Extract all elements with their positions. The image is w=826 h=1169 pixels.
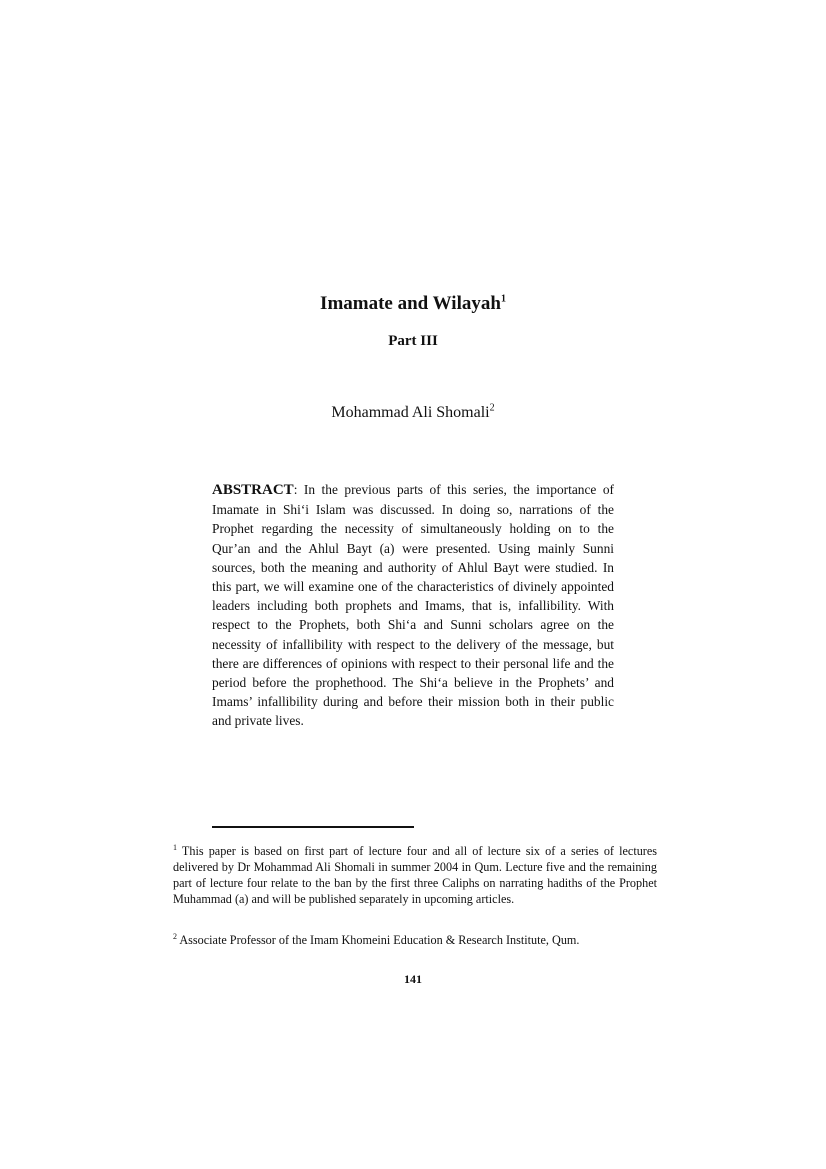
footnote-1-marker: 1 (173, 842, 177, 852)
title-footnote-marker[interactable]: 1 (500, 293, 506, 305)
author-footnote-marker[interactable]: 2 (489, 402, 495, 414)
author-line (0, 402, 826, 424)
footnote-2-text: Associate Professor of the Imam Khomeini Education & Research Institute, Qum. (179, 933, 580, 947)
page-number: 141 (404, 972, 422, 986)
paper-subtitle: Part III (388, 333, 438, 349)
footnote-1-text: This paper is based on first part of lecture four and all of lecture six of a series of lectures delivered by Dr Mohammad Ali Shomali in summer 2004 in Qum. Lecture five and the remaining part of lecture four relate to the ban by the first three Caliphs on narrating hadiths of the Prophet Muhammad (a) and will be published separately in upcoming articles. (173, 844, 658, 906)
abstract-label: ABSTRACT (212, 482, 294, 498)
footnote-2-marker: 2 (173, 931, 177, 941)
footnote-1 (173, 843, 657, 907)
abstract-separator: : (293, 482, 304, 497)
paper-title-text: Imamate and Wilayah (320, 293, 501, 314)
author-name: Mohammad Ali Shomali (331, 404, 490, 421)
abstract-paragraph (212, 480, 614, 731)
footnote-2 (173, 932, 657, 948)
paper-title (0, 292, 826, 316)
abstract-body: In the previous parts of this series, the importance of Imamate in Shi‘i Islam was discussed. In doing so, narrations of the Prophet regarding the necessity of simultaneously holding on to the Qur’an and the Ahlul Bayt (a) were presented. Using mainly Sunni sources, both the meaning and authority of Ahlul Bayt were studied. In this part, we will examine one of the characteristics of divinely appointed leaders including both prophets and Imams, that is, infallibility. With respect to the Prophets, both Shi‘a and Sunni scholars agree on the necessity of infallibility with respect to the delivery of the message, but there are differences of opinions with respect to their personal life and the period before the prophethood. The Shi‘a believe in the Prophets’ and Imams’ infallibility during and before their mission both in their public and private lives. (212, 482, 614, 729)
footnote-separator-rule (212, 826, 414, 828)
